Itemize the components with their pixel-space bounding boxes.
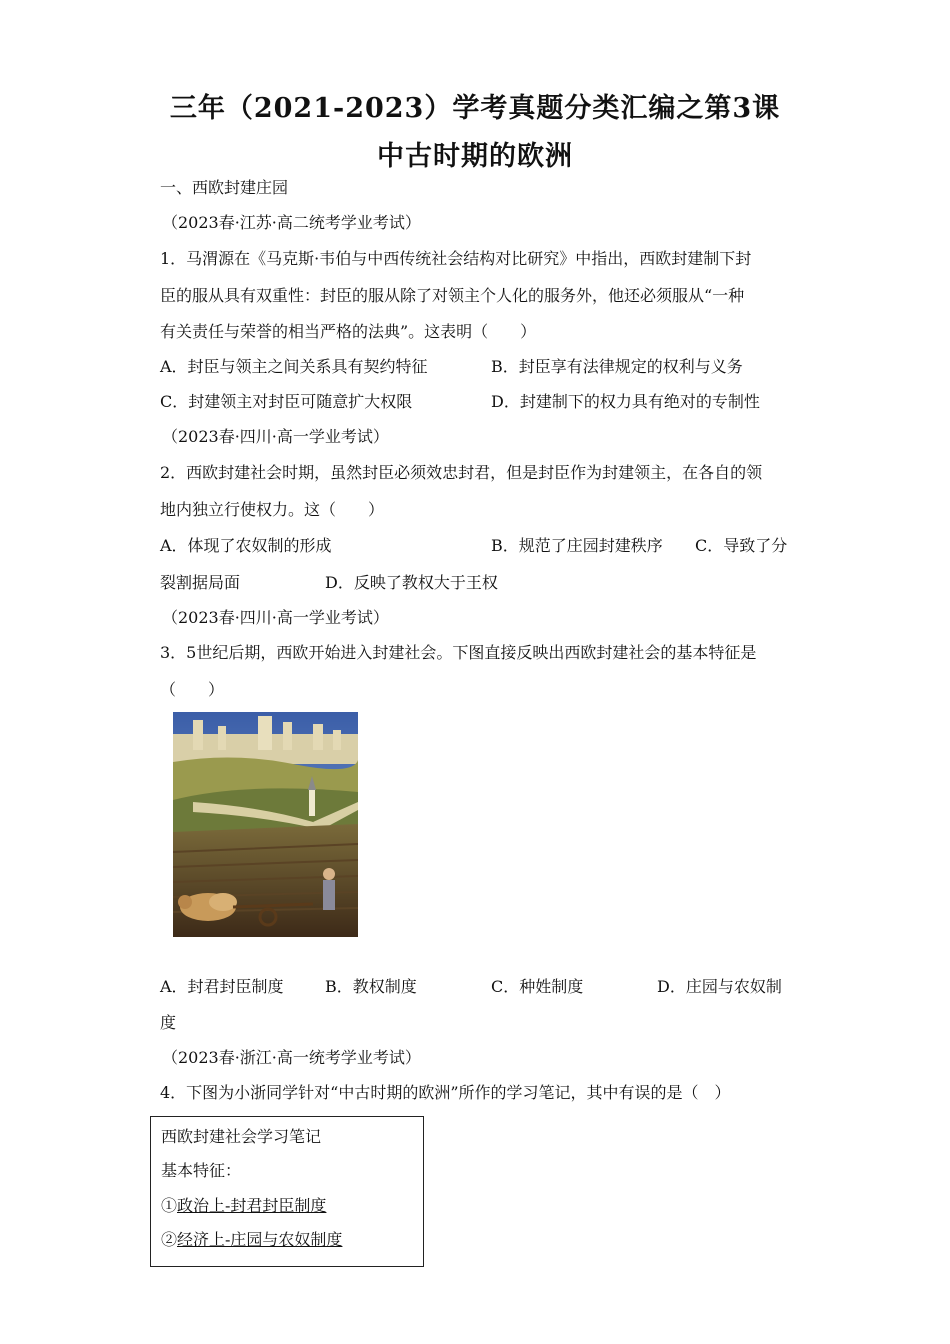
q2-source: （2023春·四川·高一学业考试） [162,427,389,446]
q2-stem-line1: 2．西欧封建社会时期，虽然封臣必须效忠封君，但是封臣作为封建领主，在各自的领 [160,463,763,482]
notes-item-1-number: ① [161,1196,178,1215]
q1-stem-line1: 1．马渭源在《马克斯·韦伯与中西传统社会结构对比研究》中指出，西欧封建制下封 [160,249,752,268]
q3-option-d-wrap[interactable]: 度 [160,1013,177,1032]
notes-item-2 [161,1230,342,1250]
q1-stem-line3: 有关责任与荣誉的相当严格的法典”。这表明（ ） [160,322,537,341]
q3-stem-line2: （ ） [160,680,225,699]
q2-option-c[interactable]: C．导致了分 [695,536,788,555]
page-title: 三年（2021-2023）学考真题分类汇编之第3课 [169,93,781,124]
q1-stem-line2: 臣的服从具有双重性：封臣的服从除了对领主个人化的服务外，他还必须服从“一种 [160,286,745,305]
q1-option-d[interactable]: D．封建制下的权力具有绝对的专制性 [491,392,760,411]
notes-heading: 西欧封建社会学习笔记 [161,1127,322,1146]
q1-option-c[interactable]: C．封建领主对封臣可随意扩大权限 [160,392,413,411]
q3-option-c[interactable]: C．种姓制度 [491,977,584,996]
q1-source: （2023春·江苏·高二统考学业考试） [162,213,421,232]
q3-option-b[interactable]: B．教权制度 [325,977,417,996]
q2-stem-line2: 地内独立行使权力。这（ ） [160,500,385,519]
notes-item-1 [161,1196,326,1216]
q1-option-a[interactable]: A．封臣与领主之间关系具有契约特征 [160,357,428,376]
notes-item-1-text: 政治上-封君封臣制度 [177,1196,327,1215]
notes-item-2-number: ② [161,1230,178,1249]
study-notes-box [150,1116,424,1267]
q2-option-a[interactable]: A．体现了农奴制的形成 [160,536,332,555]
q4-stem: 4．下图为小浙同学针对“中古时期的欧洲”所作的学习笔记，其中有误的是（ ） [160,1083,731,1102]
q2-option-c-wrap[interactable]: 裂割据局面 [160,573,241,592]
q3-option-a[interactable]: A．封君封臣制度 [160,977,284,996]
page-subtitle: 中古时期的欧洲 [377,141,573,172]
q3-stem-line1: 3．5世纪后期，西欧开始进入封建社会。下图直接反映出西欧封建社会的基本特征是 [160,643,757,662]
notes-item-2-text: 经济上-庄园与农奴制度 [177,1230,343,1249]
notes-subheading: 基本特征： [161,1161,242,1180]
q2-option-b[interactable]: B．规范了庄园封建秩序 [491,536,663,555]
q4-source: （2023春·浙江·高一统考学业考试） [162,1048,421,1067]
medieval-manor-painting [173,712,358,937]
q3-source: （2023春·四川·高一学业考试） [162,608,389,627]
q3-option-d[interactable]: D．庄园与农奴制 [657,977,782,996]
q1-option-b[interactable]: B．封臣享有法律规定的权利与义务 [491,357,743,376]
section-heading: 一、西欧封建庄园 [160,178,289,197]
q2-option-d[interactable]: D．反映了教权大于王权 [325,573,498,592]
